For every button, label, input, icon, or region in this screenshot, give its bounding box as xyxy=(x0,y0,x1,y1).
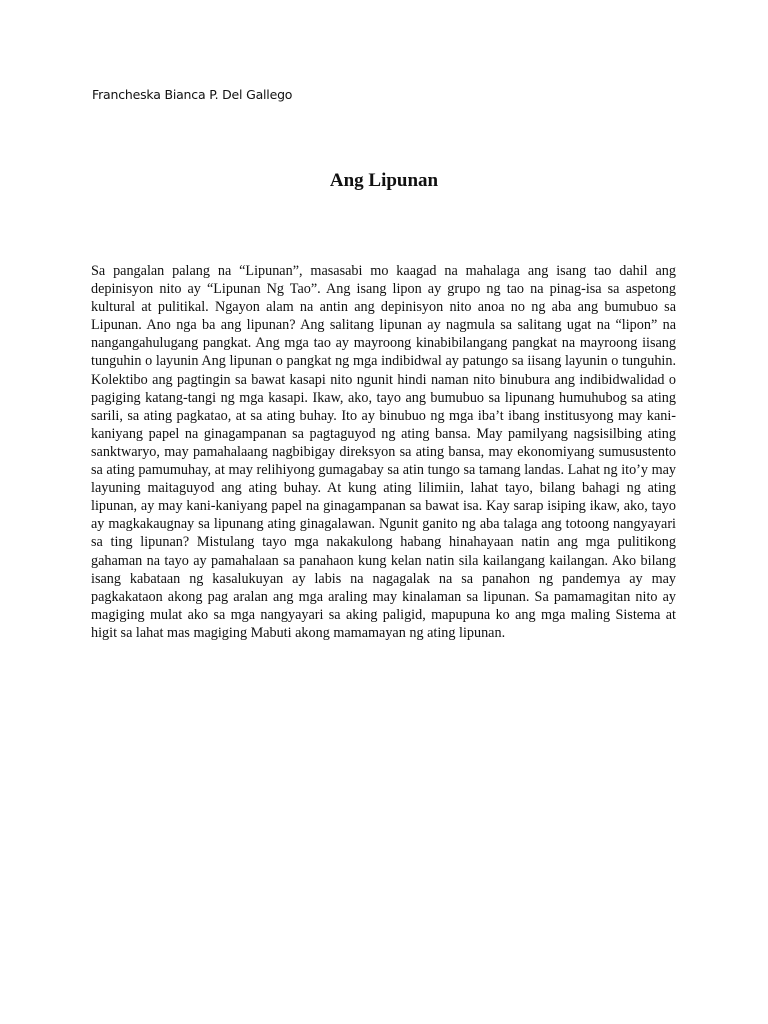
document-title: Ang Lipunan xyxy=(329,170,439,191)
body-paragraph: Sa pangalan palang na “Lipunan”, masasabi mo kaagad na mahalaga ang isang tao dahil ang depinisyon nito ay “Lipunan Ng Tao”. Ang isang lipon ay grupo ng tao na pinag-isa sa aspetong kultural at pulitikal. Ngayon alam na antin ang depinisyon nito anoa no ng aba ang bumubuo sa Lipunan. Ano nga ba ang lipunan? Ang salitang lipunan ay nagmula sa salitang ugat na “lipon” na nangangahulugang pangkat. Ang mga tao ay mayroong kinabibilangang pangkat na mayroong iisang tunguhin o layunin Ang lipunan o pangkat ng mga indibidwal ay patungo sa iisang layunin o tunguhin. Kolektibo ang pagtingin sa bawat kasapi nito ngunit hindi naman nito binubura ang indibidwalidad o pagiging katang-tangi ng mga kasapi. Ikaw, ako, tayo ang bumubuo sa lipunang humuhubog sa ating sarili, sa ating pagkatao, at sa ating buhay. Ito ay binubuo ng mga iba’t ibang institusyong may kani-kaniyang papel na ginagampanan sa pagtaguyod ng ating bansa. May pamilyang nagsisilbing ating sanktwaryo, may pamahalaang nagbibigay direksyon sa ating bansa, may ekonomiyang sumusustento sa ating pamumuhay, at may relihiyong gumagabay sa atin tungo sa tamang landas. Lahat ng ito’y may layuning maitaguyod ang ating buhay. At kung ating lilimiin, lahat tayo, bilang bahagi ng ating lipunan, ay may kani-kaniyang papel na ginagampanan sa bawat isa. Kay sarap isiping ikaw, ako, tayo ay magkakaugnay sa lipunang ating ginagalawan. Ngunit ganito ng aba talaga ang totoong nangyayari sa ting lipunan? Mistulang tayo mga nakakulong habang hinahayaan natin ang mga pulitikong gahaman na tayo ay pamahalaan sa panahaon kung kelan natin sila kailangang kailangan. Ako bilang isang kabataan ng kasalukuyan ay labis na nagagalak na sa panahon ng pandemya ay may pagkakataon akong pag aralan ang mga araling may kinalaman sa lipunan. Sa pamamagitan nito ay magiging mulat ako sa mga nangyayari sa aking paligid, mapupuna ko ang mga maling Sistema at higit sa lahat mas magiging Mabuti akong mamamayan ng ating lipunan. xyxy=(91,263,676,641)
author-name: Francheska Bianca P. Del Gallego xyxy=(92,87,293,102)
